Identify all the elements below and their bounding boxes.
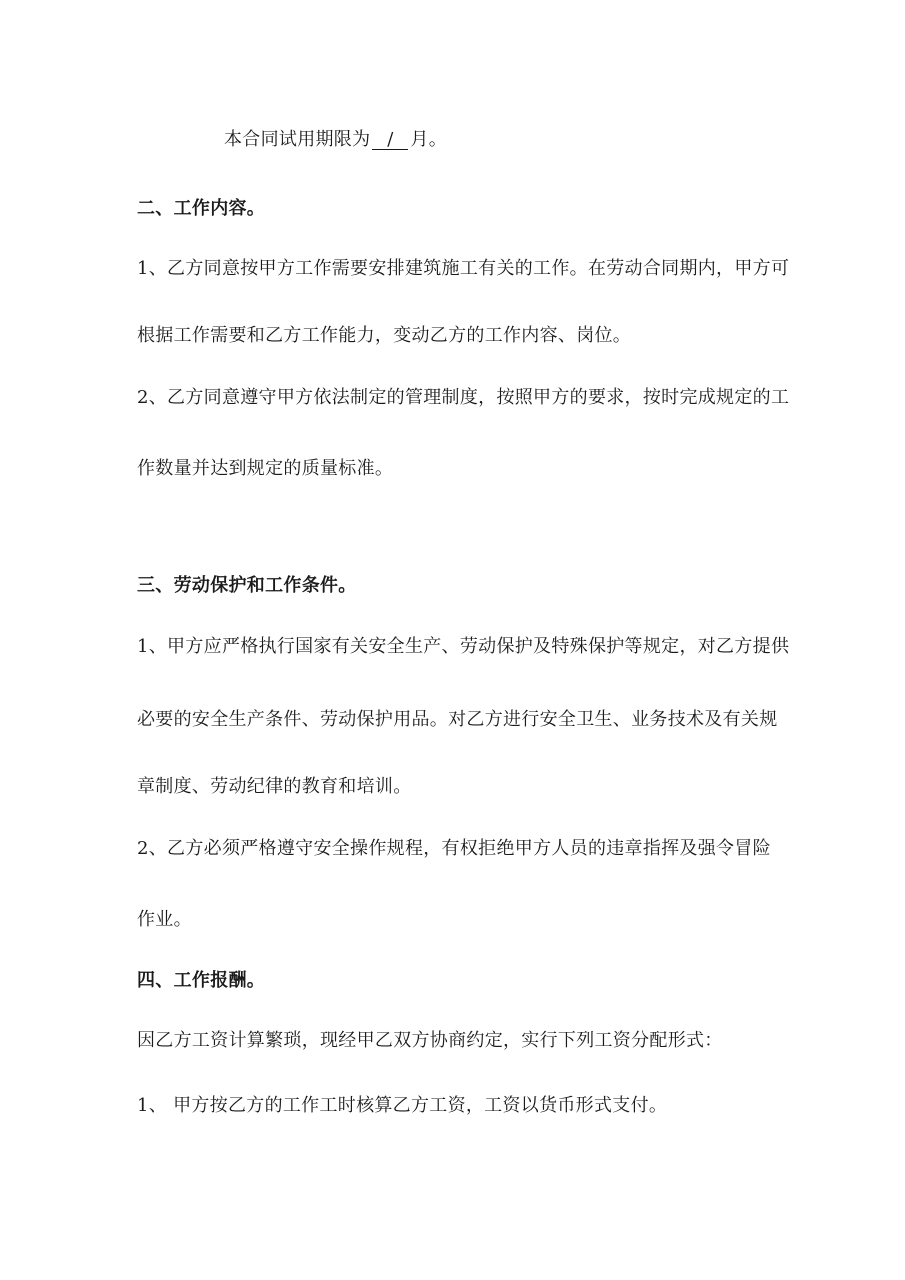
- paragraph-line: 作业。: [137, 909, 192, 930]
- probation-blank: /: [372, 131, 408, 150]
- paragraph-line: 根据工作需要和乙方工作能力，变动乙方的工作内容、岗位。: [137, 325, 632, 346]
- section-heading-remuneration: 四、工作报酬。: [137, 970, 266, 991]
- paragraph-line: 1、乙方同意按甲方工作需要安排建筑施工有关的工作。在劳动合同期内，甲方可: [137, 258, 790, 279]
- paragraph-line: 章制度、劳动纪律的教育和培训。: [137, 776, 412, 797]
- paragraph-line: 2、乙方必须严格遵守安全操作规程，有权拒绝甲方人员的违章指挥及强令冒险: [137, 838, 771, 859]
- paragraph-line: 1、 甲方按乙方的工作工时核算乙方工资，工资以货币形式支付。: [137, 1095, 668, 1116]
- paragraph-line: 因乙方工资计算繁琐，现经甲乙双方协商约定，实行下列工资分配形式：: [137, 1030, 723, 1051]
- probation-prefix: 本合同试用期限为: [224, 129, 371, 150]
- section-heading-labor-protection: 三、劳动保护和工作条件。: [137, 575, 357, 596]
- probation-suffix: 月。: [410, 129, 448, 150]
- probation-clause: [224, 128, 447, 152]
- paragraph-line: 1、甲方应严格执行国家有关安全生产、劳动保护及特殊保护等规定，对乙方提供: [137, 636, 790, 657]
- paragraph-line: 作数量并达到规定的质量标准。: [137, 458, 394, 479]
- paragraph-line: 必要的安全生产条件、劳动保护用品。对乙方进行安全卫生、业务技术及有关规: [137, 709, 778, 730]
- paragraph-line: 2、乙方同意遵守甲方依法制定的管理制度，按照甲方的要求，按时完成规定的工: [137, 387, 790, 408]
- section-heading-work-content: 二、工作内容。: [137, 198, 266, 219]
